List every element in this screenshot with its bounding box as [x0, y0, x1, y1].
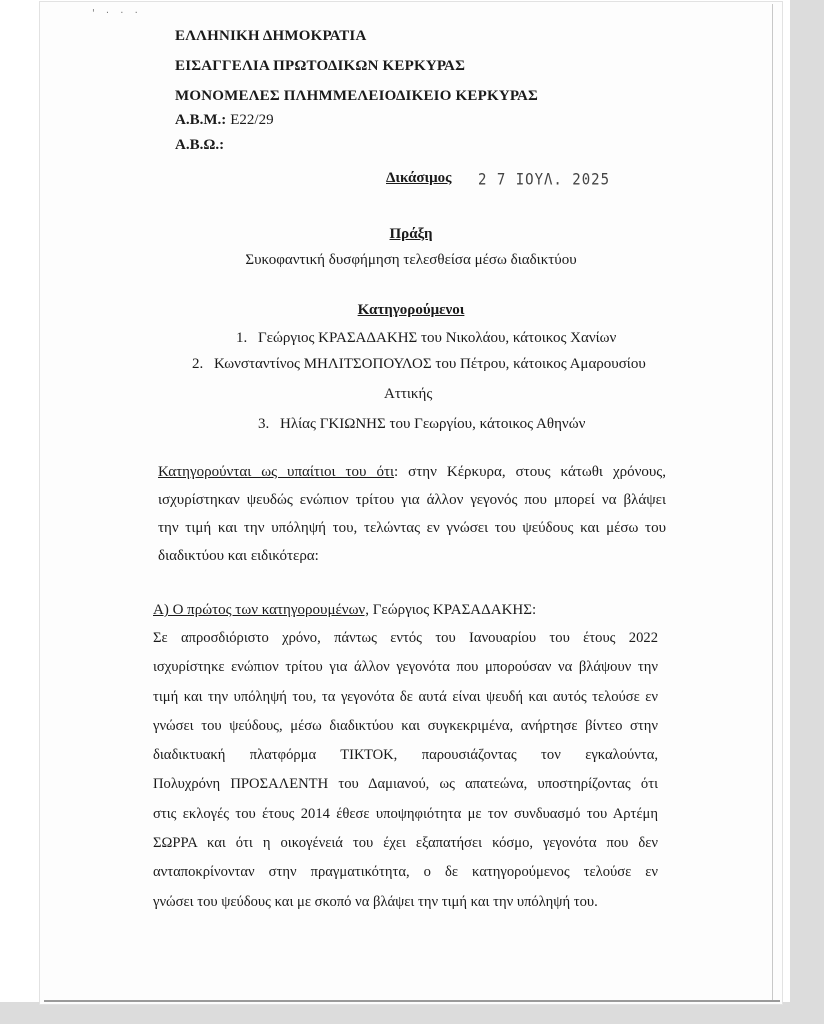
abo-label: Α.Β.Ω.: [175, 137, 225, 153]
defendants-heading: Κατηγορούμενοι [357, 302, 465, 318]
trial-date-stamp: 2 7 ΙΟΥΛ. 2025 [478, 170, 611, 190]
defendant-number: 1. [236, 330, 248, 346]
abm-label: Α.Β.Μ.: [175, 112, 227, 128]
section-a-line: στις εκλογές του έτους 2014 έθεσε υποψηφιότητα με τον συνδυασμό του Αρτέμη [153, 805, 658, 822]
section-a-paragraph [153, 624, 658, 917]
section-a-title-underlined: Α) Ο πρώτος των κατηγορουμένων, [153, 602, 369, 618]
defendant-item [258, 416, 585, 433]
page-edge-bottom [44, 1000, 780, 1002]
defendant-continuation: Αττικής [384, 386, 433, 402]
trial-label: Δικάσιμος [386, 170, 452, 186]
charge-line: ισχυρίστηκαν ψευδώς ενώπιον τρίτου για άλλον γεγονός που μπορεί να βλάψει [158, 492, 666, 508]
header-republic: ΕΛΛΗΝΙΚΗ ΔΗΜΟΚΡΑΤΙΑ [175, 28, 367, 44]
defendant-number: 2. [192, 356, 204, 372]
section-a-line: τιμή και την υπόληψή του, τα γεγονότα δε αυτά είναι ψευδή και αυτός τελούσε εν [153, 688, 658, 705]
section-a-line: Σε απροσδιόριστο χρόνο, πάντως εντός του Ιανουαρίου του έτους 2022 [153, 630, 658, 646]
abo-field [175, 137, 224, 154]
section-a-title [153, 602, 536, 619]
section-a-line: Πολυχρόνη ΠΡΟΣΑΛΕΝΤΗ του Δαμιανού, ως απατεώνα, υποστηρίζοντας ότι [153, 776, 658, 793]
charge-lead-rest: : στην Κέρκυρα, στους κάτωθι χρόνους, [394, 464, 666, 480]
charge-paragraph [158, 458, 666, 570]
act-heading: Πράξη [389, 226, 433, 242]
abm-value: Ε22/29 [230, 112, 274, 128]
charge-line: την τιμή και την υπόληψή του, τελώντας εν γνώσει του ψεύδους και μέσω του [158, 520, 666, 536]
scan-specks: ' · · · [92, 8, 142, 19]
abm-field [175, 112, 274, 129]
defendant-text: Ηλίας ΓΚΙΩΝΗΣ του Γεωργίου, κάτοικος Αθηνών [280, 416, 586, 432]
defendant-item [236, 330, 616, 347]
charge-lead: Κατηγορούνται ως υπαίτιοι του ότι [158, 464, 395, 480]
header-prosecution-office: ΕΙΣΑΓΓΕΛΙΑ ΠΡΩΤΟΔΙΚΩΝ ΚΕΡΚΥΡΑΣ [175, 58, 466, 74]
bottom-margin-background [0, 1002, 824, 1024]
section-a-title-rest: Γεώργιος ΚΡΑΣΑΔΑΚΗΣ: [368, 602, 537, 618]
section-a-line: γνώσει του ψεύδους, μέσω διαδικτύου και συγκεκριμένα, ανήρτησε βίντεο στην [153, 717, 658, 734]
defendant-text: Κωνσταντίνος ΜΗΛΙΤΣΟΠΟΥΛΟΣ του Πέτρου, κάτοικος Αμαρουσίου [214, 356, 646, 372]
section-a-line: διαδικτυακή πλατφόρμα ΤΙΚΤΟΚ, παρουσιάζοντας τον εγκαλούντα, [153, 747, 658, 764]
act-description: Συκοφαντική δυσφήμηση τελεσθείσα μέσω διαδικτύου [245, 252, 577, 268]
section-a-line: ανταποκρίνονταν στην πραγματικότητα, ο δε κατηγορούμενος τελούσε εν [153, 864, 658, 881]
section-a-line: ΣΩΡΡΑ και ότι η οικογένειά του έχει εξαπατήσει κόσμο, γεγονότα που δεν [153, 835, 658, 852]
page-edge-right [772, 4, 773, 1000]
charge-line: διαδικτύου και ειδικότερα: [158, 548, 319, 564]
section-a-line: ισχυρίστηκε ενώπιον τρίτου για άλλον γεγονότα που μπορούσαν να βλάψουν την [153, 659, 658, 676]
section-a-line: γνώσει του ψεύδους και με σκοπό να βλάψει την τιμή και την υπόληψή του. [153, 893, 598, 910]
right-margin-background [790, 0, 824, 1024]
defendant-number: 3. [258, 416, 270, 432]
defendant-text: Γεώργιος ΚΡΑΣΑΔΑΚΗΣ του Νικολάου, κάτοικος Χανίων [258, 330, 617, 346]
header-court: ΜΟΝΟΜΕΛΕΣ ΠΛΗΜΜΕΛΕΙΟΔΙΚΕΙΟ ΚΕΡΚΥΡΑΣ [175, 88, 539, 104]
defendant-item [192, 356, 646, 373]
charge-line [158, 458, 666, 486]
